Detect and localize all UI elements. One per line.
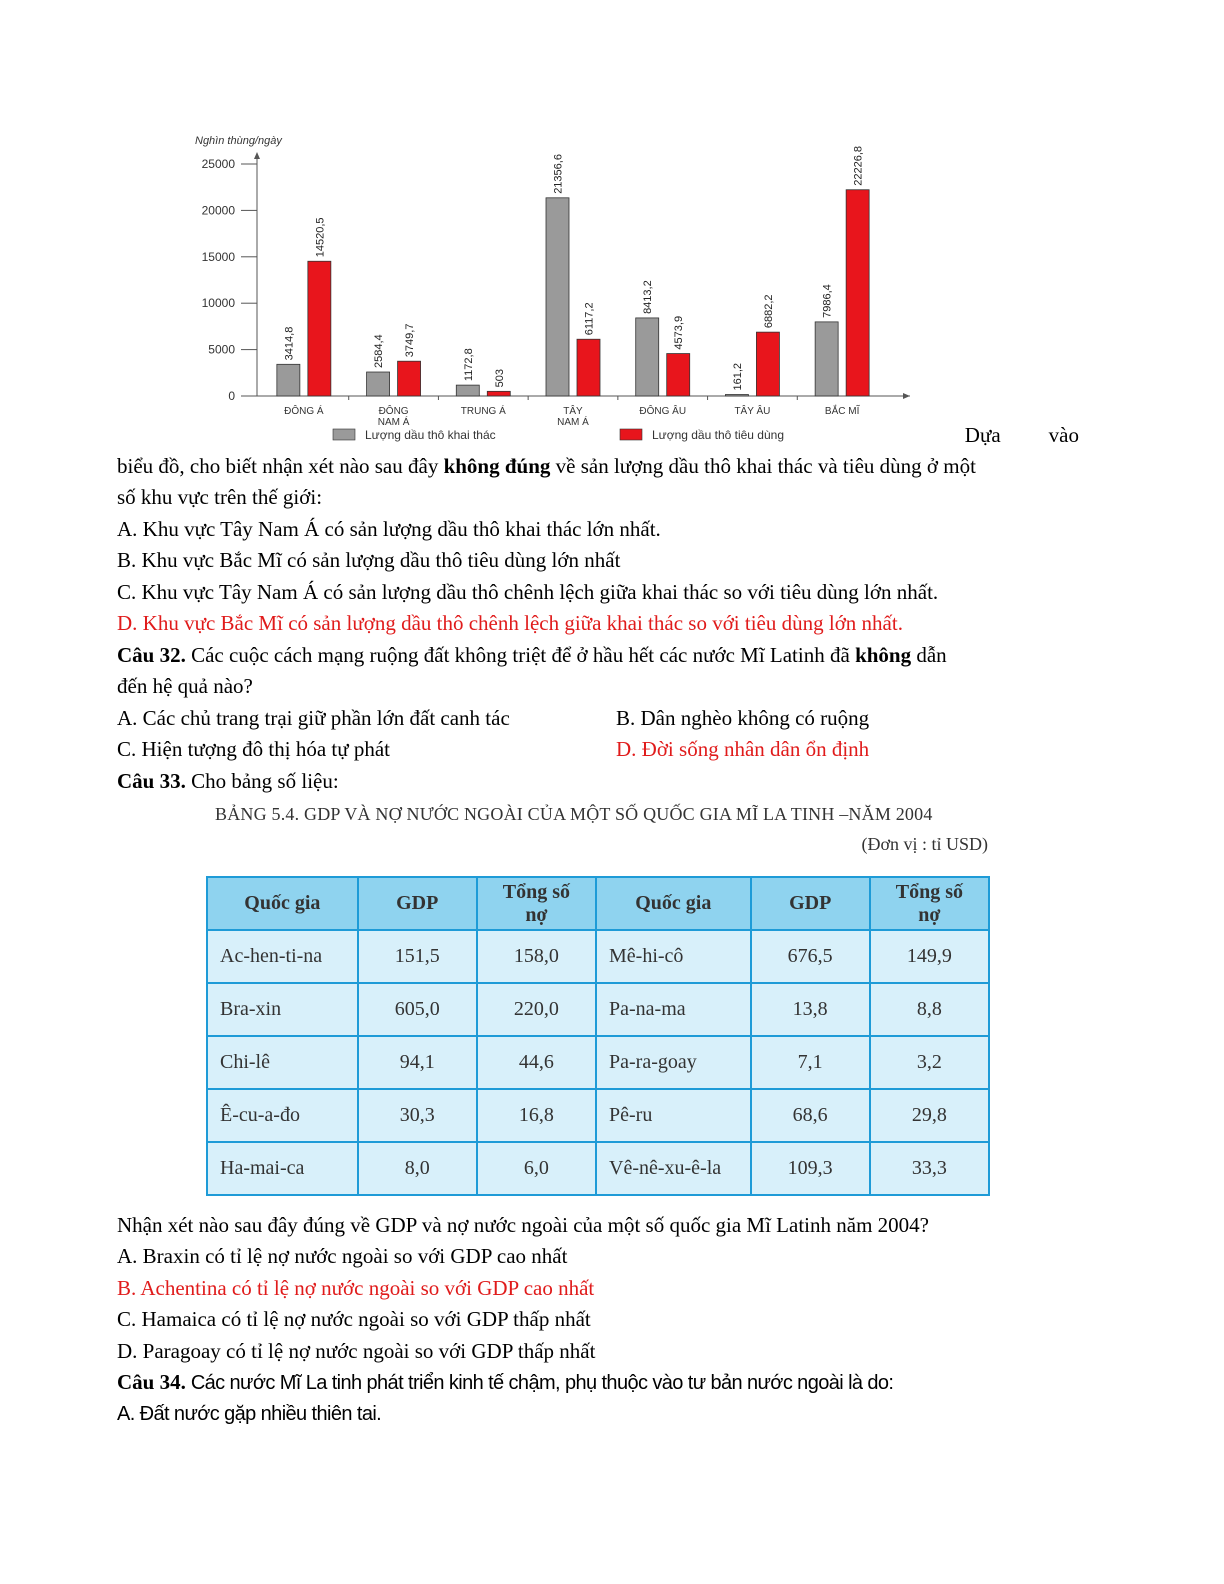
- q32-label: Câu 32.: [117, 643, 186, 667]
- cell-country: Pa-ra-goay: [596, 1036, 751, 1089]
- bar: [846, 190, 869, 396]
- data-label: 7986,4: [821, 284, 834, 318]
- x-tick-label: ĐÔNG Á: [284, 406, 324, 417]
- x-tick-label: TRUNG Á: [460, 406, 506, 417]
- q31-stem-text-end: về sản lượng dầu thô khai thác và tiêu dùng ở một: [550, 454, 976, 478]
- data-label: 161,2: [731, 362, 744, 391]
- cell-country: Ê-cu-a-đo: [207, 1089, 358, 1142]
- table-row: [207, 1142, 989, 1195]
- header-debt-1: Tổng số nợ: [477, 877, 596, 930]
- cell-gdp: 68,6: [751, 1089, 870, 1142]
- data-label: 21356,6: [552, 154, 565, 194]
- x-tick-label: BẮC MĨ: [824, 406, 860, 417]
- data-label: 6882,2: [762, 294, 775, 329]
- cell-country: Chi-lê: [207, 1036, 358, 1089]
- cell-debt: 44,6: [477, 1036, 596, 1089]
- q33-stem: [117, 766, 1079, 797]
- bar: [487, 391, 510, 396]
- q31-option-b: B. Khu vực Bắc Mĩ có sản lượng dầu thô tiêu dùng lớn nhất: [117, 548, 621, 572]
- cell-gdp: 30,3: [358, 1089, 477, 1142]
- q32-option-d-answer: D. Đời sống nhân dân ổn định: [616, 737, 870, 761]
- bar: [277, 364, 300, 396]
- table-title: BẢNG 5.4. GDP VÀ NỢ NƯỚC NGOÀI CỦA MỘT SỐ QUỐC GIA MĨ LA TINH –NĂM 2004: [215, 804, 933, 824]
- x-tick-label: TÂY ÂU: [734, 406, 771, 417]
- header-gdp-1: GDP: [358, 877, 477, 930]
- data-label: 22226,8: [852, 145, 865, 186]
- bar: [546, 198, 569, 396]
- q31-stem-text: biểu đồ, cho biết nhận xét nào sau đây: [117, 454, 444, 478]
- q32-stem-text: Các cuộc cách mạng ruộng đất không triệt để ở hầu hết các nước Mĩ Latinh đã: [185, 643, 856, 667]
- x-tick-label: ĐÔNG: [378, 406, 409, 417]
- cell-gdp: 605,0: [358, 983, 477, 1036]
- table-row: [207, 983, 989, 1036]
- cell-country: Ac-hen-ti-na: [207, 930, 358, 983]
- data-label: 3414,8: [283, 326, 296, 361]
- bar: [756, 332, 779, 396]
- q32-stem-bold: không: [855, 643, 912, 667]
- q34-label: Câu 34.: [117, 1370, 186, 1394]
- q31-stem: [117, 451, 1079, 482]
- q33-option-a: A. Braxin có tỉ lệ nợ nước ngoài so với GDP cao nhất: [117, 1244, 568, 1268]
- data-label: 14520,5: [314, 217, 327, 258]
- table-row: [207, 1089, 989, 1142]
- q34-option-a: A. Đất nước gặp nhiều thiên tai.: [117, 1403, 382, 1425]
- cell-country: Mê-hi-cô: [596, 930, 751, 983]
- cell-gdp: 94,1: [358, 1036, 477, 1089]
- cell-debt: 3,2: [870, 1036, 989, 1089]
- cell-debt: 220,0: [477, 983, 596, 1036]
- x-tick-label: TÂY: [563, 406, 583, 417]
- x-axis-arrow: [903, 393, 910, 399]
- cell-debt: 158,0: [477, 930, 596, 983]
- gdp-debt-table: [206, 876, 990, 1196]
- y-tick-label: 15000: [201, 249, 235, 264]
- x-tick-label: NAM Á: [377, 417, 410, 428]
- cell-debt: 8,8: [870, 983, 989, 1036]
- cell-country: Bra-xin: [207, 983, 358, 1036]
- header-country-1: Quốc gia: [207, 877, 358, 930]
- y-tick-label: 25000: [201, 157, 235, 171]
- data-label: 1172,8: [462, 348, 475, 382]
- bar: [636, 318, 659, 396]
- bar: [667, 354, 690, 396]
- q31-stem-line3: số khu vực trên thế giới:: [117, 485, 323, 509]
- q32-option-b: B. Dân nghèo không có ruộng: [616, 706, 870, 730]
- cell-debt: 149,9: [870, 930, 989, 983]
- data-label: 4573,9: [673, 315, 686, 350]
- table-unit: (Đơn vị : tỉ USD): [861, 834, 988, 854]
- cell-country: Pê-ru: [596, 1089, 751, 1142]
- cell-gdp: 109,3: [751, 1142, 870, 1195]
- y-tick-label: 20000: [201, 203, 235, 218]
- q34-stem-text: Các nước Mĩ La tinh phát triển kinh tế chậm, phụ thuộc vào tư bản nước ngoài là do:: [185, 1372, 894, 1394]
- table-row: [207, 930, 989, 983]
- cell-country: Pa-na-ma: [596, 983, 751, 1036]
- q33-option-b-answer: B. Achentina có tỉ lệ nợ nước ngoài so với GDP cao nhất: [117, 1276, 595, 1300]
- q32-option-c: C. Hiện tượng đô thị hóa tự phát: [117, 737, 391, 761]
- q32-option-a: A. Các chủ trang trại giữ phần lớn đất canh tác: [117, 706, 510, 730]
- q33-option-d: D. Paragoay có tỉ lệ nợ nước ngoài so với GDP thấp nhất: [117, 1339, 596, 1363]
- cell-country: Vê-nê-xu-ê-la: [596, 1142, 751, 1195]
- bar: [815, 322, 838, 396]
- data-label: 2584,4: [373, 334, 386, 369]
- bar: [456, 385, 479, 396]
- data-label: 6117,2: [583, 302, 596, 336]
- q32-stem: [117, 640, 1079, 671]
- cell-debt: 16,8: [477, 1089, 596, 1142]
- y-axis-label: Nghìn thùng/ngày: [195, 135, 282, 147]
- x-tick-label: NAM Á: [557, 417, 589, 428]
- q33-stem-text: Cho bảng số liệu:: [185, 769, 339, 793]
- cell-gdp: 7,1: [751, 1036, 870, 1089]
- q31-option-d-answer: D. Khu vực Bắc Mĩ có sản lượng dầu thô chênh lệch giữa khai thác so với tiêu dùng lớn nhất.: [117, 611, 903, 635]
- table-header-row: [207, 877, 989, 930]
- cell-debt: 33,3: [870, 1142, 989, 1195]
- header-gdp-2: GDP: [751, 877, 870, 930]
- cell-debt: 6,0: [477, 1142, 596, 1195]
- q33-option-c: C. Hamaica có tỉ lệ nợ nước ngoài so với GDP thấp nhất: [117, 1307, 591, 1331]
- table-row: [207, 1036, 989, 1089]
- data-label: 3749,7: [404, 323, 417, 358]
- bar: [367, 372, 390, 396]
- legend-label: Lượng dầu thô tiêu dùng: [652, 428, 785, 442]
- cell-gdp: 151,5: [358, 930, 477, 983]
- bar: [398, 361, 421, 396]
- cell-gdp: 676,5: [751, 930, 870, 983]
- y-axis-arrow: [254, 152, 260, 159]
- bar: [308, 261, 331, 396]
- q31-option-a: A. Khu vực Tây Nam Á có sản lượng dầu thô khai thác lớn nhất.: [117, 517, 661, 541]
- q31-intro: [117, 420, 1079, 451]
- cell-country: Ha-mai-ca: [207, 1142, 358, 1195]
- data-label: 8413,2: [642, 280, 655, 314]
- header-debt-2: Tổng số nợ: [870, 877, 989, 930]
- bar: [725, 395, 748, 396]
- cell-gdp: 13,8: [751, 983, 870, 1036]
- y-tick-label: 10000: [201, 296, 235, 311]
- y-tick-label: 0: [228, 389, 235, 403]
- y-tick-label: 5000: [208, 342, 235, 357]
- cell-gdp: 8,0: [358, 1142, 477, 1195]
- oil-bar-chart: [185, 128, 925, 458]
- header-country-2: Quốc gia: [596, 877, 751, 930]
- q32-stem-line2: đến hệ quả nào?: [117, 674, 253, 698]
- q31-option-c: C. Khu vực Tây Nam Á có sản lượng dầu thô chênh lệch giữa khai thác so với tiêu dùng lớn nhất.: [117, 580, 939, 604]
- q33-question: Nhận xét nào sau đây đúng về GDP và nợ nước ngoài của một số quốc gia Mĩ Latinh năm 2004?: [117, 1213, 929, 1237]
- q32-stem-text-end: dẫn: [911, 643, 947, 667]
- data-label: 503: [493, 368, 506, 388]
- cell-debt: 29,8: [870, 1089, 989, 1142]
- bar: [577, 339, 600, 396]
- q31-stem-bold: không đúng: [443, 454, 551, 478]
- q34-stem: [117, 1367, 1079, 1399]
- legend-label: Lượng dầu thô khai thác: [365, 428, 496, 442]
- q33-label: Câu 33.: [117, 769, 186, 793]
- q31-intro-word2: vào: [1048, 423, 1079, 447]
- q31-intro-word1: Dựa: [964, 423, 1001, 447]
- x-tick-label: ĐÔNG ÂU: [639, 406, 687, 417]
